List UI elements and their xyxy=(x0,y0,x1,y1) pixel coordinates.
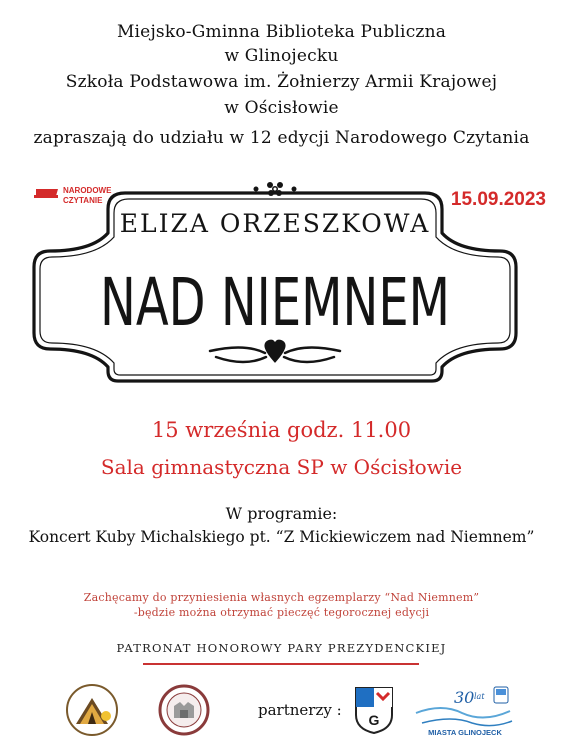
organizer-line-3: Szkoła Podstawowa im. Żołnierzy Armii Krajowej xyxy=(65,72,498,92)
note-line-1: Zachęcamy do przyniesienia własnych egzemplarzy “Nad Niemnem” xyxy=(83,591,480,604)
glinojeck-anniversary-logo xyxy=(412,683,518,739)
red-divider xyxy=(143,663,419,665)
flourish-ornament-icon xyxy=(210,341,340,362)
book-title: NAD NIEMNEM xyxy=(100,264,450,341)
program-label: W programie: xyxy=(225,504,338,523)
program-item: Koncert Kuby Michalskiego pt. “Z Mickiewiczem nad Niemnem” xyxy=(28,528,535,546)
organizer-line-4: w Ościsłowie xyxy=(224,98,339,118)
book-author: ELIZA ORZESZKOWA xyxy=(119,209,431,238)
partners-label: partnerzy : xyxy=(258,701,342,719)
library-logo xyxy=(64,682,120,738)
anniversary-number: 30 xyxy=(454,688,475,707)
logo-text-line-1: NARODOWE xyxy=(63,186,112,195)
organizer-line-2: w Glinojecku xyxy=(224,46,339,66)
anniversary-word: lat xyxy=(474,692,485,701)
open-book-icon xyxy=(36,189,58,196)
patronage-heading: PATRONAT HONOROWY PARY PREZYDENCKIEJ xyxy=(116,641,447,655)
logo-text-line-2: CZYTANIE xyxy=(63,196,103,205)
school-emblem xyxy=(158,684,210,736)
note-line-2: -będzie można otrzymać pieczęć tegorocznej edycji xyxy=(133,606,430,619)
event-time: 15 września godz. 11.00 xyxy=(151,418,412,442)
invitation-line: zapraszają do udziału w 12 edycji Narodowego Czytania xyxy=(33,128,530,148)
organizer-line-1: Miejsko-Gminna Biblioteka Publiczna xyxy=(116,22,447,42)
narodowe-czytanie-logo xyxy=(34,186,112,205)
anniversary-caption: MIASTA GLINOJECK xyxy=(428,728,502,737)
book-title-banner xyxy=(30,175,550,410)
gmina-letter: G xyxy=(368,712,380,728)
gmina-coat-of-arms xyxy=(353,685,395,735)
event-date: 15.09.2023 xyxy=(450,189,546,210)
event-place: Sala gimnastyczna SP w Ościsłowie xyxy=(100,455,463,479)
